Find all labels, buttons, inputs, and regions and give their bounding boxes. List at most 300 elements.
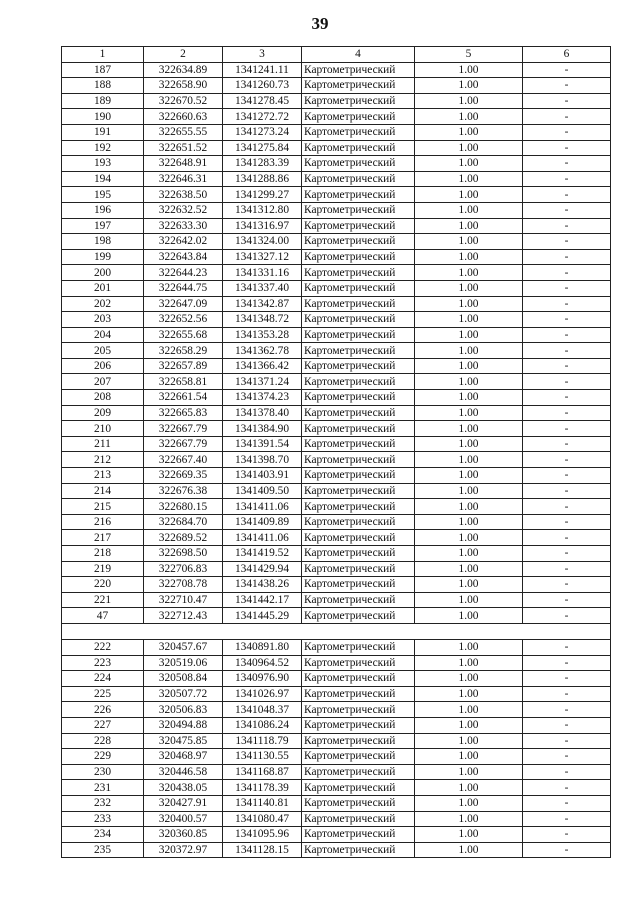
- note-cell: -: [523, 312, 611, 328]
- precision-cell: 1.00: [415, 390, 523, 406]
- precision-cell: 1.00: [415, 702, 523, 718]
- point-number: 195: [62, 187, 144, 203]
- coordinate-x: 322712.43: [144, 608, 223, 624]
- method-cell: Картометрический: [302, 749, 415, 765]
- note-cell: -: [523, 358, 611, 374]
- coordinate-x: 320475.85: [144, 733, 223, 749]
- note-cell: -: [523, 671, 611, 687]
- coordinate-y: 1341419.52: [223, 546, 302, 562]
- point-number: 229: [62, 749, 144, 765]
- table-row: [62, 218, 611, 234]
- method-cell: Картометрический: [302, 296, 415, 312]
- note-cell: -: [523, 124, 611, 140]
- coordinate-y: 1341348.72: [223, 312, 302, 328]
- point-number: 196: [62, 202, 144, 218]
- method-cell: Картометрический: [302, 592, 415, 608]
- point-number: 194: [62, 171, 144, 187]
- note-cell: -: [523, 811, 611, 827]
- method-cell: Картометрический: [302, 811, 415, 827]
- note-cell: -: [523, 265, 611, 281]
- precision-cell: 1.00: [415, 686, 523, 702]
- method-cell: Картометрический: [302, 483, 415, 499]
- note-cell: -: [523, 343, 611, 359]
- note-cell: -: [523, 327, 611, 343]
- table-row: [62, 795, 611, 811]
- coordinate-y: 1341445.29: [223, 608, 302, 624]
- precision-cell: 1.00: [415, 530, 523, 546]
- note-cell: -: [523, 109, 611, 125]
- coordinate-y: 1341429.94: [223, 561, 302, 577]
- note-cell: -: [523, 78, 611, 94]
- point-number: 233: [62, 811, 144, 827]
- coordinate-x: 320457.67: [144, 639, 223, 655]
- coordinate-x: 320519.06: [144, 655, 223, 671]
- note-cell: -: [523, 140, 611, 156]
- point-number: 189: [62, 93, 144, 109]
- table-row: [62, 468, 611, 484]
- table-row: [62, 312, 611, 328]
- point-number: 220: [62, 577, 144, 593]
- coordinate-y: 1341398.70: [223, 452, 302, 468]
- point-number: 207: [62, 374, 144, 390]
- table-row: [62, 686, 611, 702]
- note-cell: -: [523, 733, 611, 749]
- precision-cell: 1.00: [415, 405, 523, 421]
- coordinate-x: 322667.40: [144, 452, 223, 468]
- method-cell: Картометрический: [302, 265, 415, 281]
- coordinate-x: 322698.50: [144, 546, 223, 562]
- precision-cell: 1.00: [415, 109, 523, 125]
- method-cell: Картометрический: [302, 795, 415, 811]
- method-cell: Картометрический: [302, 405, 415, 421]
- coordinate-x: 320400.57: [144, 811, 223, 827]
- precision-cell: 1.00: [415, 62, 523, 78]
- method-cell: Картометрический: [302, 78, 415, 94]
- coordinate-x: 320446.58: [144, 764, 223, 780]
- method-cell: Картометрический: [302, 655, 415, 671]
- note-cell: -: [523, 827, 611, 843]
- point-number: 228: [62, 733, 144, 749]
- coordinate-x: 320494.88: [144, 717, 223, 733]
- point-number: 223: [62, 655, 144, 671]
- point-number: 47: [62, 608, 144, 624]
- coordinate-y: 1341168.87: [223, 764, 302, 780]
- coordinate-y: 1341273.24: [223, 124, 302, 140]
- precision-cell: 1.00: [415, 717, 523, 733]
- table-row: [62, 655, 611, 671]
- coordinate-x: 320438.05: [144, 780, 223, 796]
- method-cell: Картометрический: [302, 187, 415, 203]
- coordinate-x: 322642.02: [144, 234, 223, 250]
- precision-cell: 1.00: [415, 156, 523, 172]
- precision-cell: 1.00: [415, 842, 523, 858]
- point-number: 230: [62, 764, 144, 780]
- method-cell: Картометрический: [302, 358, 415, 374]
- coordinate-y: 1341384.90: [223, 421, 302, 437]
- coordinate-y: 1341409.89: [223, 514, 302, 530]
- column-header: 5: [415, 47, 523, 63]
- method-cell: Картометрический: [302, 421, 415, 437]
- table-row: [62, 327, 611, 343]
- table-row: [62, 109, 611, 125]
- coordinate-x: 322651.52: [144, 140, 223, 156]
- method-cell: Картометрический: [302, 93, 415, 109]
- coordinate-y: 1341362.78: [223, 343, 302, 359]
- precision-cell: 1.00: [415, 265, 523, 281]
- point-number: 205: [62, 343, 144, 359]
- point-number: 221: [62, 592, 144, 608]
- method-cell: Картометрический: [302, 686, 415, 702]
- method-cell: Картометрический: [302, 514, 415, 530]
- precision-cell: 1.00: [415, 749, 523, 765]
- note-cell: -: [523, 780, 611, 796]
- coordinate-y: 1341371.24: [223, 374, 302, 390]
- method-cell: Картометрический: [302, 764, 415, 780]
- coordinate-x: 322643.84: [144, 249, 223, 265]
- coordinate-y: 1341118.79: [223, 733, 302, 749]
- precision-cell: 1.00: [415, 827, 523, 843]
- coordinate-x: 322638.50: [144, 187, 223, 203]
- point-number: 211: [62, 436, 144, 452]
- coordinate-y: 1341342.87: [223, 296, 302, 312]
- note-cell: -: [523, 202, 611, 218]
- coordinate-x: 322667.79: [144, 436, 223, 452]
- method-cell: Картометрический: [302, 827, 415, 843]
- coordinate-x: 322680.15: [144, 499, 223, 515]
- point-number: 224: [62, 671, 144, 687]
- coordinate-x: 322633.30: [144, 218, 223, 234]
- method-cell: Картометрический: [302, 546, 415, 562]
- coordinate-x: 322657.89: [144, 358, 223, 374]
- note-cell: -: [523, 717, 611, 733]
- point-number: 193: [62, 156, 144, 172]
- table-row: [62, 733, 611, 749]
- coordinate-x: 322652.56: [144, 312, 223, 328]
- method-cell: Картометрический: [302, 842, 415, 858]
- precision-cell: 1.00: [415, 140, 523, 156]
- coordinate-y: 1341411.06: [223, 530, 302, 546]
- method-cell: Картометрический: [302, 124, 415, 140]
- coordinate-x: 322632.52: [144, 202, 223, 218]
- table-row: [62, 343, 611, 359]
- note-cell: -: [523, 592, 611, 608]
- coordinate-y: 1341312.80: [223, 202, 302, 218]
- table-row: [62, 514, 611, 530]
- note-cell: -: [523, 514, 611, 530]
- point-number: 202: [62, 296, 144, 312]
- coordinate-x: 322676.38: [144, 483, 223, 499]
- note-cell: -: [523, 62, 611, 78]
- precision-cell: 1.00: [415, 171, 523, 187]
- method-cell: Картометрический: [302, 577, 415, 593]
- coordinate-y: 1341324.00: [223, 234, 302, 250]
- method-cell: Картометрический: [302, 639, 415, 655]
- point-number: 212: [62, 452, 144, 468]
- coordinate-x: 322646.31: [144, 171, 223, 187]
- coordinate-x: 322708.78: [144, 577, 223, 593]
- note-cell: -: [523, 546, 611, 562]
- method-cell: Картометрический: [302, 218, 415, 234]
- precision-cell: 1.00: [415, 514, 523, 530]
- note-cell: -: [523, 764, 611, 780]
- coordinate-y: 1341128.15: [223, 842, 302, 858]
- coordinate-y: 1341331.16: [223, 265, 302, 281]
- table-row: [62, 842, 611, 858]
- table-row: [62, 124, 611, 140]
- coordinate-x: 320427.91: [144, 795, 223, 811]
- method-cell: Картометрический: [302, 374, 415, 390]
- point-number: 226: [62, 702, 144, 718]
- table-row: [62, 358, 611, 374]
- table-row: [62, 156, 611, 172]
- table-row: [62, 717, 611, 733]
- coordinate-y: 1341283.39: [223, 156, 302, 172]
- precision-cell: 1.00: [415, 608, 523, 624]
- precision-cell: 1.00: [415, 343, 523, 359]
- column-header: 6: [523, 47, 611, 63]
- point-number: 201: [62, 280, 144, 296]
- coordinate-y: 1341086.24: [223, 717, 302, 733]
- note-cell: -: [523, 234, 611, 250]
- point-number: 218: [62, 546, 144, 562]
- point-number: 210: [62, 421, 144, 437]
- method-cell: Картометрический: [302, 468, 415, 484]
- coordinate-y: 1341260.73: [223, 78, 302, 94]
- coordinate-x: 322655.55: [144, 124, 223, 140]
- coordinate-y: 1341026.97: [223, 686, 302, 702]
- table-row: [62, 78, 611, 94]
- coordinate-x: 320506.83: [144, 702, 223, 718]
- table-row: [62, 93, 611, 109]
- precision-cell: 1.00: [415, 93, 523, 109]
- note-cell: -: [523, 187, 611, 203]
- table-row: [62, 671, 611, 687]
- point-number: 232: [62, 795, 144, 811]
- point-number: 225: [62, 686, 144, 702]
- method-cell: Картометрический: [302, 733, 415, 749]
- method-cell: Картометрический: [302, 156, 415, 172]
- precision-cell: 1.00: [415, 546, 523, 562]
- precision-cell: 1.00: [415, 358, 523, 374]
- coordinate-y: 1341095.96: [223, 827, 302, 843]
- method-cell: Картометрический: [302, 452, 415, 468]
- table-row: [62, 452, 611, 468]
- method-cell: Картометрический: [302, 499, 415, 515]
- coordinate-x: 320508.84: [144, 671, 223, 687]
- note-cell: -: [523, 249, 611, 265]
- coordinate-y: 1341316.97: [223, 218, 302, 234]
- page-number: 39: [311, 14, 329, 33]
- note-cell: -: [523, 280, 611, 296]
- table-row: [62, 764, 611, 780]
- table-row: [62, 390, 611, 406]
- note-cell: -: [523, 561, 611, 577]
- note-cell: -: [523, 452, 611, 468]
- point-number: 209: [62, 405, 144, 421]
- precision-cell: 1.00: [415, 468, 523, 484]
- table-row: [62, 187, 611, 203]
- coordinate-x: 320468.97: [144, 749, 223, 765]
- coordinate-y: 1341353.28: [223, 327, 302, 343]
- method-cell: Картометрический: [302, 312, 415, 328]
- point-number: 231: [62, 780, 144, 796]
- precision-cell: 1.00: [415, 218, 523, 234]
- point-number: 235: [62, 842, 144, 858]
- method-cell: Картометрический: [302, 171, 415, 187]
- table-row: [62, 296, 611, 312]
- table-row: [62, 62, 611, 78]
- table-row: [62, 483, 611, 499]
- column-header: 4: [302, 47, 415, 63]
- precision-cell: 1.00: [415, 421, 523, 437]
- table-row: [62, 374, 611, 390]
- coordinate-y: 1341048.37: [223, 702, 302, 718]
- coordinate-x: 322684.70: [144, 514, 223, 530]
- coordinate-x: 322665.83: [144, 405, 223, 421]
- note-cell: -: [523, 655, 611, 671]
- point-number: 190: [62, 109, 144, 125]
- precision-cell: 1.00: [415, 312, 523, 328]
- coordinate-y: 1341411.06: [223, 499, 302, 515]
- method-cell: Картометрический: [302, 343, 415, 359]
- coordinate-y: 1341391.54: [223, 436, 302, 452]
- note-cell: -: [523, 577, 611, 593]
- table-row: [62, 546, 611, 562]
- precision-cell: 1.00: [415, 436, 523, 452]
- note-cell: -: [523, 749, 611, 765]
- coordinate-x: 320507.72: [144, 686, 223, 702]
- note-cell: -: [523, 296, 611, 312]
- table-row: [62, 811, 611, 827]
- note-cell: -: [523, 639, 611, 655]
- coordinate-x: 322658.29: [144, 343, 223, 359]
- table-row: [62, 140, 611, 156]
- coordinate-x: 322644.23: [144, 265, 223, 281]
- coordinate-y: 1341272.72: [223, 109, 302, 125]
- precision-cell: 1.00: [415, 795, 523, 811]
- precision-cell: 1.00: [415, 655, 523, 671]
- method-cell: Картометрический: [302, 390, 415, 406]
- precision-cell: 1.00: [415, 202, 523, 218]
- precision-cell: 1.00: [415, 780, 523, 796]
- coordinate-y: 1341080.47: [223, 811, 302, 827]
- coordinate-y: 1340964.52: [223, 655, 302, 671]
- precision-cell: 1.00: [415, 234, 523, 250]
- table-row: [62, 780, 611, 796]
- coordinate-x: 322667.79: [144, 421, 223, 437]
- method-cell: Картометрический: [302, 327, 415, 343]
- point-number: 219: [62, 561, 144, 577]
- precision-cell: 1.00: [415, 452, 523, 468]
- precision-cell: 1.00: [415, 592, 523, 608]
- table-row: [62, 639, 611, 655]
- precision-cell: 1.00: [415, 764, 523, 780]
- method-cell: Картометрический: [302, 608, 415, 624]
- precision-cell: 1.00: [415, 733, 523, 749]
- method-cell: Картометрический: [302, 249, 415, 265]
- group-separator: [62, 623, 611, 639]
- method-cell: Картометрический: [302, 780, 415, 796]
- point-number: 200: [62, 265, 144, 281]
- table-row: [62, 608, 611, 624]
- coordinate-y: 1341299.27: [223, 187, 302, 203]
- table-row: [62, 499, 611, 515]
- method-cell: Картометрический: [302, 280, 415, 296]
- table-row: [62, 592, 611, 608]
- precision-cell: 1.00: [415, 249, 523, 265]
- point-number: 197: [62, 218, 144, 234]
- table-row: [62, 249, 611, 265]
- table-header-row: [62, 47, 611, 63]
- point-number: 206: [62, 358, 144, 374]
- coordinates-table: [61, 46, 611, 858]
- coordinate-x: 322648.91: [144, 156, 223, 172]
- precision-cell: 1.00: [415, 124, 523, 140]
- coordinate-x: 322658.90: [144, 78, 223, 94]
- coordinate-x: 322644.75: [144, 280, 223, 296]
- method-cell: Картометрический: [302, 530, 415, 546]
- note-cell: -: [523, 483, 611, 499]
- point-number: 215: [62, 499, 144, 515]
- precision-cell: 1.00: [415, 483, 523, 499]
- note-cell: -: [523, 218, 611, 234]
- method-cell: Картометрический: [302, 62, 415, 78]
- table-row: [62, 827, 611, 843]
- coordinate-y: 1341403.91: [223, 468, 302, 484]
- coordinate-y: 1341278.45: [223, 93, 302, 109]
- note-cell: -: [523, 436, 611, 452]
- precision-cell: 1.00: [415, 561, 523, 577]
- point-number: 217: [62, 530, 144, 546]
- coordinate-x: 322658.81: [144, 374, 223, 390]
- note-cell: -: [523, 421, 611, 437]
- coordinate-y: 1341337.40: [223, 280, 302, 296]
- note-cell: -: [523, 374, 611, 390]
- method-cell: Картометрический: [302, 436, 415, 452]
- table-row: [62, 265, 611, 281]
- coordinate-y: 1341378.40: [223, 405, 302, 421]
- precision-cell: 1.00: [415, 639, 523, 655]
- column-header: 2: [144, 47, 223, 63]
- method-cell: Картометрический: [302, 671, 415, 687]
- method-cell: Картометрический: [302, 109, 415, 125]
- precision-cell: 1.00: [415, 671, 523, 687]
- point-number: 213: [62, 468, 144, 484]
- coordinate-x: 320372.97: [144, 842, 223, 858]
- coordinate-x: 322661.54: [144, 390, 223, 406]
- coordinate-y: 1341442.17: [223, 592, 302, 608]
- coordinate-x: 322669.35: [144, 468, 223, 484]
- table-row: [62, 421, 611, 437]
- note-cell: -: [523, 499, 611, 515]
- method-cell: Картометрический: [302, 234, 415, 250]
- note-cell: -: [523, 686, 611, 702]
- coordinate-y: 1341140.81: [223, 795, 302, 811]
- table-row: [62, 577, 611, 593]
- method-cell: Картометрический: [302, 140, 415, 156]
- coordinate-x: 322660.63: [144, 109, 223, 125]
- coordinate-x: 322710.47: [144, 592, 223, 608]
- method-cell: Картометрический: [302, 202, 415, 218]
- coordinate-y: 1340891.80: [223, 639, 302, 655]
- note-cell: -: [523, 93, 611, 109]
- column-header: 1: [62, 47, 144, 63]
- note-cell: -: [523, 842, 611, 858]
- table-row: [62, 749, 611, 765]
- table-row: [62, 530, 611, 546]
- coordinate-y: 1341241.11: [223, 62, 302, 78]
- coordinate-x: 322647.09: [144, 296, 223, 312]
